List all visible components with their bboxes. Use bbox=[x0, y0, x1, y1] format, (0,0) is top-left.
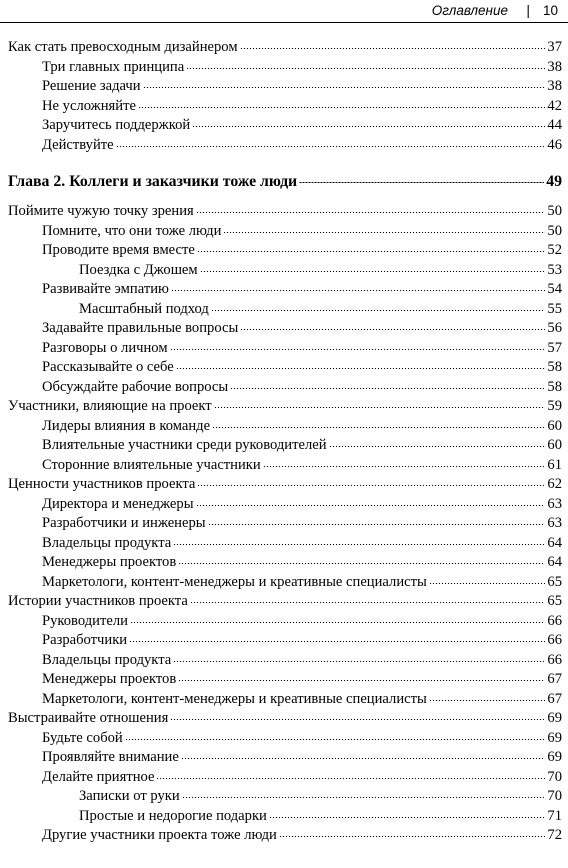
toc-entry-title: Владельцы продукта bbox=[42, 534, 172, 551]
toc-entry-title: Ценности участников проекта bbox=[8, 476, 196, 492]
toc-entry[interactable] bbox=[0, 748, 568, 768]
toc-entry-title: Директора и менеджеры bbox=[42, 495, 194, 512]
dot-leader bbox=[299, 182, 544, 183]
toc-entry-page: 72 bbox=[547, 827, 562, 843]
dot-leader bbox=[230, 388, 545, 389]
toc-entry-title: Глава 2. Коллеги и заказчики тоже люди bbox=[8, 173, 298, 190]
dot-leader bbox=[197, 251, 546, 252]
toc-entry-title: Лидеры влияния в команде bbox=[42, 417, 211, 434]
dot-leader bbox=[197, 485, 545, 486]
toc-entry[interactable] bbox=[0, 280, 568, 300]
dot-leader bbox=[223, 232, 545, 233]
dot-leader bbox=[200, 271, 546, 272]
dot-leader bbox=[138, 107, 545, 108]
toc-entry-page: 69 bbox=[547, 710, 562, 726]
dot-leader bbox=[429, 583, 546, 584]
toc-entry-page: 44 bbox=[547, 117, 562, 133]
toc-entry-page: 69 bbox=[547, 749, 562, 765]
toc-entry-title: Маркетологи, контент-менеджеры и креативные специалисты bbox=[42, 573, 427, 590]
toc-entry[interactable] bbox=[0, 592, 568, 612]
dot-leader bbox=[143, 87, 546, 88]
toc-entry-page: 64 bbox=[547, 534, 562, 551]
toc-entry-title: Сторонние влиятельные участники bbox=[42, 456, 261, 473]
toc-entry-title: Выстраивайте отношения bbox=[8, 710, 169, 726]
dot-leader bbox=[116, 146, 546, 147]
toc-entry-title: Как стать превосходным дизайнером bbox=[8, 39, 238, 55]
toc-entry-page: 42 bbox=[547, 97, 562, 114]
toc-entry-title: Развивайте эмпатию bbox=[42, 281, 169, 297]
toc-entry-page: 38 bbox=[547, 58, 562, 75]
toc-entry-page: 46 bbox=[547, 136, 562, 153]
toc-entry[interactable] bbox=[0, 807, 568, 827]
toc-entry-page: 65 bbox=[547, 573, 562, 590]
dot-leader bbox=[125, 739, 546, 740]
toc-entry[interactable] bbox=[0, 397, 568, 417]
dot-leader bbox=[196, 212, 546, 213]
toc-entry-page: 60 bbox=[547, 437, 562, 453]
toc-entry-title: Делайте приятное bbox=[42, 768, 155, 785]
toc-entry-page: 55 bbox=[547, 300, 562, 317]
dot-leader bbox=[269, 817, 546, 818]
dot-leader bbox=[176, 368, 546, 369]
dot-leader bbox=[212, 427, 545, 428]
toc-entry-page: 70 bbox=[547, 768, 562, 785]
toc-entry-title: Разработчики и инженеры bbox=[42, 515, 206, 531]
dot-leader bbox=[190, 602, 546, 603]
toc-entry-title: Масштабный подход bbox=[79, 300, 209, 317]
toc-entry-title: Участники, влияющие на проект bbox=[8, 398, 212, 414]
toc-entry-title: Менеджеры проектов bbox=[42, 554, 177, 570]
dot-leader bbox=[129, 641, 545, 642]
dot-leader bbox=[214, 407, 546, 408]
toc-entry-title: Три главных принципа bbox=[42, 58, 185, 75]
table-of-contents bbox=[0, 38, 568, 846]
running-head-separator: | bbox=[526, 2, 530, 18]
dot-leader bbox=[329, 446, 546, 447]
toc-entry[interactable] bbox=[0, 690, 568, 710]
toc-entry[interactable] bbox=[0, 456, 568, 476]
toc-entry-page: 63 bbox=[547, 515, 562, 531]
toc-entry-title: Заручитесь поддержкой bbox=[42, 117, 191, 133]
toc-entry-title: Менеджеры проектов bbox=[42, 671, 177, 687]
toc-entry-title: Простые и недорогие подарки bbox=[79, 807, 267, 824]
toc-entry[interactable] bbox=[0, 417, 568, 437]
toc-entry-page: 69 bbox=[547, 729, 562, 746]
toc-entry-title: Обсуждайте рабочие вопросы bbox=[42, 378, 229, 395]
dot-leader bbox=[173, 544, 545, 545]
toc-entry[interactable] bbox=[0, 261, 568, 281]
toc-entry-page: 71 bbox=[547, 807, 562, 824]
toc-entry-title: Истории участников проекта bbox=[8, 593, 188, 609]
toc-entry[interactable] bbox=[0, 77, 568, 97]
toc-entry-page: 59 bbox=[547, 398, 562, 414]
toc-entry[interactable] bbox=[0, 787, 568, 807]
toc-entry-title: Разработчики bbox=[42, 632, 128, 648]
toc-entry[interactable] bbox=[0, 378, 568, 398]
toc-entry-title: Рассказывайте о себе bbox=[42, 359, 174, 375]
toc-entry[interactable] bbox=[0, 436, 568, 456]
toc-entry-page: 67 bbox=[547, 690, 562, 707]
toc-entry-page: 64 bbox=[547, 554, 562, 570]
toc-entry-title: Руководители bbox=[42, 612, 128, 629]
dot-leader bbox=[178, 563, 545, 564]
toc-entry[interactable] bbox=[0, 573, 568, 593]
dot-leader bbox=[156, 778, 545, 779]
toc-entry[interactable] bbox=[0, 300, 568, 320]
toc-entry-page: 65 bbox=[547, 593, 562, 609]
toc-entry[interactable] bbox=[0, 222, 568, 242]
toc-entry-title: Действуйте bbox=[42, 136, 114, 153]
toc-entry-page: 67 bbox=[547, 671, 562, 687]
toc-entry-title: Разговоры о личном bbox=[42, 339, 168, 356]
toc-entry[interactable] bbox=[0, 495, 568, 515]
toc-entry-title: Влиятельные участники среди руководителей bbox=[42, 437, 327, 453]
toc-entry[interactable] bbox=[0, 826, 568, 846]
toc-entry-title: Задавайте правильные вопросы bbox=[42, 320, 239, 336]
toc-entry-page: 38 bbox=[547, 78, 562, 94]
toc-entry-page: 56 bbox=[547, 320, 562, 336]
toc-entry-page: 50 bbox=[547, 222, 562, 239]
toc-entry-title: Поймите чужую точку зрения bbox=[8, 203, 194, 219]
dot-leader bbox=[173, 661, 545, 662]
dot-leader bbox=[182, 797, 546, 798]
toc-entry-title: Записки от руки bbox=[79, 788, 180, 804]
dot-leader bbox=[181, 758, 546, 759]
toc-entry[interactable] bbox=[0, 97, 568, 117]
toc-entry[interactable] bbox=[0, 116, 568, 136]
dot-leader bbox=[208, 524, 546, 525]
toc-entry-title: Будьте собой bbox=[42, 729, 123, 746]
toc-entry[interactable] bbox=[0, 709, 568, 729]
toc-entry-page: 52 bbox=[547, 242, 562, 258]
dot-leader bbox=[186, 68, 545, 69]
page-number: 10 bbox=[542, 3, 558, 18]
toc-entry-page: 66 bbox=[547, 612, 562, 629]
toc-entry[interactable] bbox=[0, 612, 568, 632]
dot-leader bbox=[196, 505, 546, 506]
toc-entry[interactable] bbox=[0, 136, 568, 156]
dot-leader bbox=[279, 836, 546, 837]
running-head-title: Оглавление bbox=[431, 3, 508, 18]
toc-entry-page: 49 bbox=[546, 173, 562, 190]
toc-entry[interactable] bbox=[0, 202, 568, 222]
toc-chapter-heading[interactable] bbox=[0, 165, 568, 199]
toc-entry-page: 62 bbox=[547, 476, 562, 492]
dot-leader bbox=[130, 622, 545, 623]
toc-entry[interactable] bbox=[0, 241, 568, 261]
toc-entry-page: 58 bbox=[547, 378, 562, 395]
dot-leader bbox=[178, 680, 545, 681]
dot-leader bbox=[211, 310, 546, 311]
toc-entry-page: 66 bbox=[547, 651, 562, 668]
dot-leader bbox=[170, 719, 545, 720]
toc-entry[interactable] bbox=[0, 534, 568, 554]
toc-entry-title: Решение задачи bbox=[42, 78, 141, 94]
toc-entry-page: 58 bbox=[547, 359, 562, 375]
toc-entry[interactable] bbox=[0, 553, 568, 573]
toc-entry-page: 50 bbox=[547, 203, 562, 219]
toc-entry[interactable] bbox=[0, 729, 568, 749]
toc-entry-page: 70 bbox=[547, 788, 562, 804]
toc-entry[interactable] bbox=[0, 38, 568, 58]
toc-entry-page: 61 bbox=[547, 456, 562, 473]
toc-entry-title: Владельцы продукта bbox=[42, 651, 172, 668]
dot-leader bbox=[240, 48, 546, 49]
toc-entry-page: 57 bbox=[547, 339, 562, 356]
toc-entry-title: Проводите время вместе bbox=[42, 242, 195, 258]
toc-entry-page: 54 bbox=[547, 281, 562, 297]
toc-entry-title: Проявляйте внимание bbox=[42, 749, 179, 765]
toc-entry[interactable] bbox=[0, 475, 568, 495]
toc-entry[interactable] bbox=[0, 651, 568, 671]
toc-entry[interactable] bbox=[0, 358, 568, 378]
toc-entry[interactable] bbox=[0, 768, 568, 788]
toc-entry-page: 37 bbox=[547, 39, 562, 55]
toc-entry-title: Не усложняйте bbox=[42, 97, 136, 114]
toc-entry-page: 60 bbox=[547, 417, 562, 434]
toc-entry[interactable] bbox=[0, 631, 568, 651]
dot-leader bbox=[170, 349, 546, 350]
toc-entry-title: Другие участники проекта тоже люди bbox=[42, 827, 277, 843]
toc-entry[interactable] bbox=[0, 319, 568, 339]
toc-entry-title: Маркетологи, контент-менеджеры и креативные специалисты bbox=[42, 690, 427, 707]
toc-entry-page: 63 bbox=[547, 495, 562, 512]
dot-leader bbox=[171, 290, 545, 291]
toc-entry[interactable] bbox=[0, 58, 568, 78]
toc-entry[interactable] bbox=[0, 339, 568, 359]
toc-entry-title: Помните, что они тоже люди bbox=[42, 222, 222, 239]
toc-entry-page: 66 bbox=[547, 632, 562, 648]
dot-leader bbox=[429, 700, 546, 701]
toc-entry[interactable] bbox=[0, 514, 568, 534]
dot-leader bbox=[263, 466, 546, 467]
toc-entry[interactable] bbox=[0, 670, 568, 690]
toc-entry-title: Поездка с Джошем bbox=[79, 261, 198, 278]
dot-leader bbox=[240, 329, 545, 330]
dot-leader bbox=[192, 126, 545, 127]
page-header bbox=[0, 0, 568, 23]
toc-entry-page: 53 bbox=[547, 261, 562, 278]
